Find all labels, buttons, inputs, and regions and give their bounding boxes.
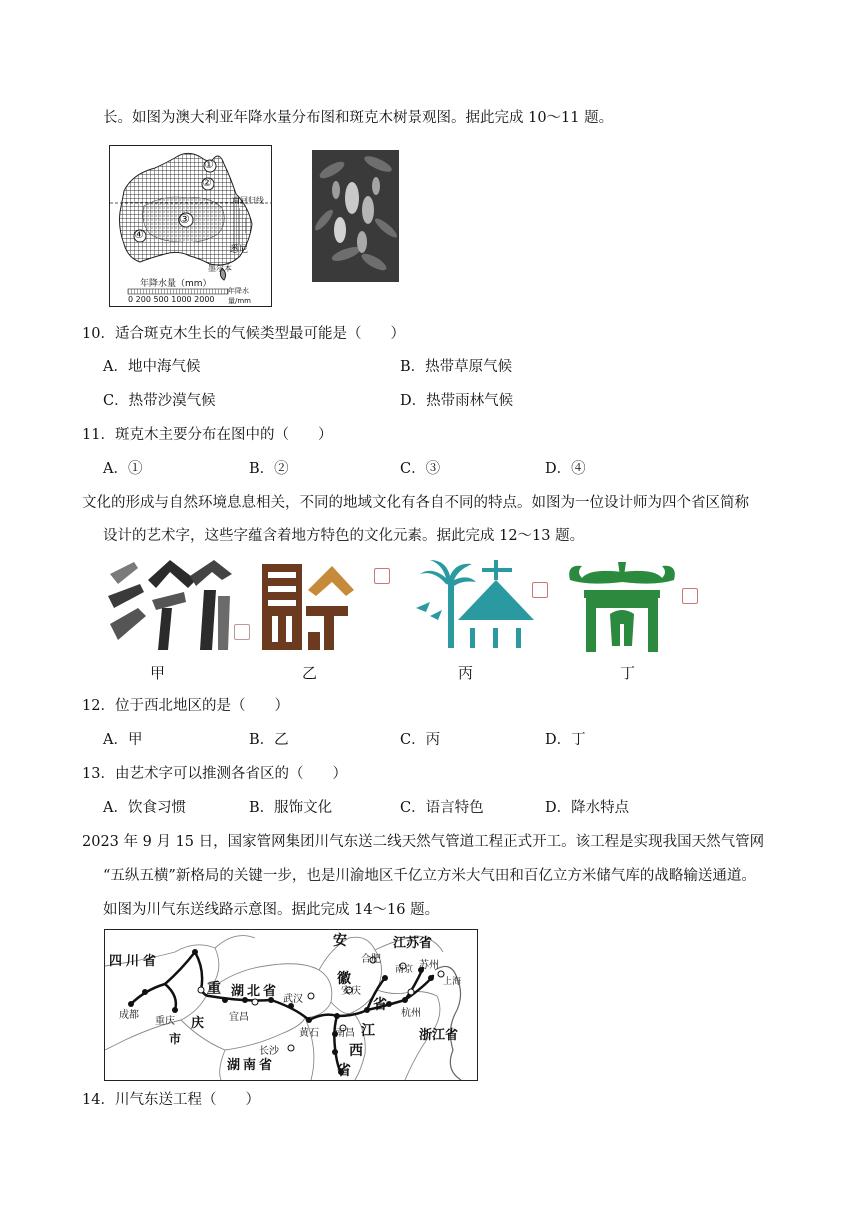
banksia-photo	[312, 150, 399, 282]
caption-bing: 丙	[458, 664, 474, 682]
art-char-zhe	[104, 560, 254, 656]
q12-option-c[interactable]: C．丙	[400, 732, 441, 748]
sydney-label: 悉尼	[230, 245, 249, 255]
label-shanghai: 上海	[443, 977, 462, 987]
q11-option-a[interactable]: A．①	[103, 461, 143, 477]
label-hangzhou: 杭州	[401, 1008, 421, 1019]
label-zhejiang: 浙江省	[419, 1028, 459, 1043]
q12-option-d[interactable]: D．丁	[545, 732, 586, 748]
label-xi: 西	[349, 1043, 363, 1059]
label-sheng-anhui: 省	[373, 997, 387, 1013]
legend-ticks: 0 200 500 1000 2000	[128, 295, 215, 304]
tropic-label: 南回归线	[232, 196, 264, 205]
art-char-qian	[262, 560, 382, 656]
label-nanchang: 南昌	[335, 1028, 355, 1039]
q11-option-d[interactable]: D．④	[545, 461, 586, 477]
q11-option-c[interactable]: C．③	[400, 461, 441, 477]
label-hui: 徽	[337, 971, 351, 987]
q11-stem: 11．斑克木主要分布在图中的（ ）	[82, 427, 333, 443]
seal-icon	[682, 588, 698, 604]
banksia-photo-graphic	[312, 150, 399, 282]
label-hunan: 湖南省	[227, 1058, 276, 1073]
q11-option-b[interactable]: B．②	[249, 461, 289, 477]
label-jiangsu: 江苏省	[393, 936, 433, 951]
intro-14-16-line2: “五纵五横”新格局的关键一步，也是川渝地区千亿立方米大气田和百亿立方米储气库的战略输送通道。	[103, 868, 756, 884]
label-wuhan: 武汉	[283, 994, 303, 1005]
q12-option-a[interactable]: A．甲	[103, 732, 143, 748]
caption-jia: 甲	[150, 664, 166, 682]
map-label-1: ①	[204, 158, 214, 171]
q10-stem: 10．适合斑克木生长的气候类型最可能是（ ）	[82, 326, 405, 342]
q12-stem: 12．位于西北地区的是（ ）	[82, 698, 289, 714]
intro-10-11: 长。如图为澳大利亚年降水量分布图和斑克木树景观图。据此完成 10～11 题。	[103, 110, 614, 126]
art-char-yu	[566, 560, 686, 656]
legend-unit: 年降水量/mm	[228, 287, 251, 305]
label-sheng-jiangxi: 省	[337, 1063, 351, 1079]
map-label-4: ④	[134, 228, 144, 241]
label-shi: 市	[169, 1032, 182, 1046]
label-qing: 庆	[191, 1016, 205, 1031]
q12-option-b[interactable]: B．乙	[249, 732, 289, 748]
label-sichuan: 四川省	[109, 954, 161, 969]
q13-option-d[interactable]: D．降水特点	[545, 800, 630, 816]
q13-option-b[interactable]: B．服饰文化	[249, 800, 333, 816]
label-chongqing-city: 重庆	[155, 1016, 175, 1027]
label-hefei: 合肥	[361, 954, 381, 965]
intro-14-16-line1: 2023 年 9 月 15 日，国家管网集团川气东送二线天然气管道工程正式开工。该工程是实现我国天然气管网	[82, 834, 765, 850]
label-yichang: 宜昌	[229, 1012, 249, 1023]
q13-option-c[interactable]: C．语言特色	[400, 800, 484, 816]
q10-option-b[interactable]: B．热带草原气候	[400, 359, 513, 375]
melbourne-label: 墨尔本	[208, 264, 232, 273]
label-nanjing: 南京	[395, 965, 414, 975]
label-suzhou: 苏州	[419, 960, 439, 971]
q10-option-c[interactable]: C．热带沙漠气候	[103, 393, 216, 409]
seal-icon	[532, 582, 548, 598]
intro-12-13-line2: 设计的艺术字，这些字蕴含着地方特色的文化元素。据此完成 12～13 题。	[103, 528, 585, 544]
pipeline-map-graphic	[105, 930, 477, 1080]
q14-stem: 14．川气东送工程（ ）	[82, 1092, 260, 1108]
map-label-2: ②	[202, 176, 212, 189]
label-huangshi: 黄石	[299, 1028, 319, 1039]
caption-ding: 丁	[620, 664, 636, 682]
art-characters	[104, 556, 704, 690]
q10-option-d[interactable]: D．热带雨林气候	[400, 393, 514, 409]
caption-yi: 乙	[302, 664, 318, 682]
pipeline-route-map	[104, 929, 478, 1081]
label-chengdu: 成都	[119, 1010, 139, 1021]
legend-title: 年降水量（mm）	[140, 279, 212, 289]
q10-option-a[interactable]: A．地中海气候	[103, 359, 201, 375]
seal-icon	[374, 568, 390, 584]
label-an: 安	[333, 933, 347, 949]
label-anqing: 安庆	[341, 986, 361, 997]
intro-12-13-line1: 文化的形成与自然环境息息相关，不同的地域文化有各自不同的特点。如图为一位设计师为四个省区简称	[82, 495, 749, 511]
australia-precipitation-map	[109, 145, 272, 307]
q13-option-a[interactable]: A．饮食习惯	[103, 800, 186, 816]
label-jiang: 江	[361, 1023, 375, 1039]
map-label-3: ③	[179, 212, 190, 226]
label-changsha: 长沙	[259, 1046, 279, 1057]
label-chong: 重	[207, 981, 221, 997]
q13-stem: 13．由艺术字可以推测各省区的（ ）	[82, 766, 347, 782]
intro-14-16-line3: 如图为川气东送线路示意图。据此完成 14～16 题。	[103, 902, 440, 918]
art-char-qiong	[416, 556, 546, 656]
label-hubei: 湖北省	[231, 984, 280, 999]
seal-icon	[234, 624, 250, 640]
